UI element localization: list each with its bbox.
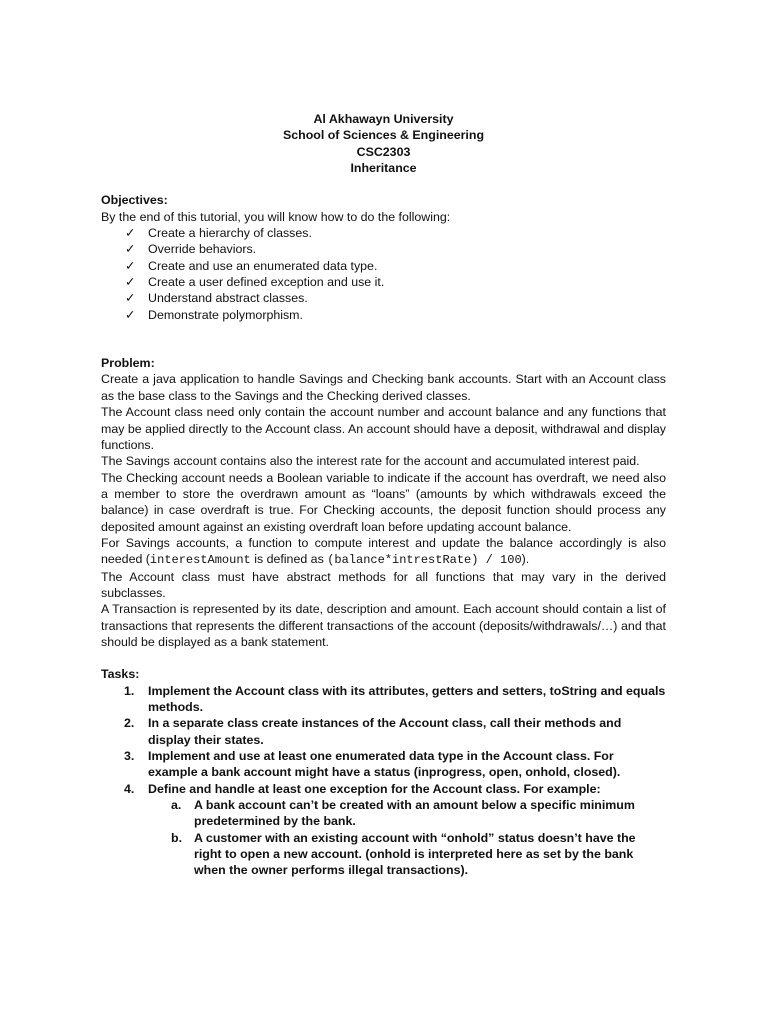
task-text: Implement and use at least one enumerated data type in the Account class. For example a bank account might have a status (inprogress, open, onhold, closed). [148,749,621,780]
objectives-intro: By the end of this tutorial, you will know how to do the following: [101,209,451,224]
task-subitem [148,830,666,879]
checkmark-icon: ✓ [125,275,136,290]
code-interest-amount: interestAmount [149,553,251,568]
document-page [101,111,666,879]
problem-heading: Problem: [101,356,155,371]
subitem-text: A bank account can’t be created with an amount below a specific minimum predetermined by the bank. [194,798,635,829]
objective-item [101,258,666,274]
course-code: CSC2303 [356,144,411,159]
task-text: Implement the Account class with its attributes, getters and setters, toString and equals methods. [148,683,666,714]
task-item [101,781,666,879]
checkmark-icon: ✓ [125,226,136,241]
subitem-letter: b. [171,830,183,845]
objective-item [101,290,666,306]
subitem-text: A customer with an existing account with “onhold” status doesn’t have the right to open a new account. (onhold is interpreted here as set by the bank when the owner performs illegal transactions). [194,830,636,878]
problem-text: ). [521,552,530,567]
problem-paragraph: The Checking account needs a Boolean variable to indicate if the account has overdraft, we need also a member to store the overdrawn amount as “loans” (amounts by which withdrawals exceed the balance) in case overdraft is true. For Checking accounts, the deposit function should process any deposited amount against an existing overdraft loan before updating account balance. [101,470,666,534]
tasks-heading: Tasks: [101,667,140,682]
checkmark-icon: ✓ [125,242,136,257]
task-text: Define and handle at least one exception for the Account class. For example: [148,781,601,796]
task-number: 2. [124,716,135,731]
objective-text: Understand abstract classes. [148,291,308,306]
problem-paragraph: The Account class must have abstract methods for all functions that may vary in the derived subclasses. [101,569,666,600]
problem-text: is defined as [250,552,328,567]
document-header [101,111,666,176]
objective-item [101,274,666,290]
objective-item [101,241,666,257]
task-item [101,748,666,781]
objective-text: Create a user defined exception and use it. [148,275,385,290]
task-subitem [148,797,666,830]
task-number: 4. [124,781,135,796]
objective-text: Create a hierarchy of classes. [148,226,312,241]
problem-text: For Savings accounts, a function to compute interest and update the balance accordingly is also needed ( [101,535,666,567]
objective-item [101,307,666,323]
checkmark-icon: ✓ [125,258,136,273]
problem-paragraph: A Transaction is represented by its date, description and amount. Each account should contain a list of transactions that represents the different transactions of the account (deposits/withdrawals/…) and that should be displayed as a bank statement. [101,602,666,649]
objective-item [101,225,666,241]
university-name: Al Akhawayn University [313,112,454,126]
task-subitems [148,797,666,879]
objective-text: Override behaviors. [148,242,257,257]
objective-text: Create and use an enumerated data type. [148,258,378,273]
problem-paragraph: Create a java application to handle Savings and Checking bank accounts. Start with an Account class as the base class to the Savings and the Checking derived classes. [101,372,666,403]
task-text: In a separate class create instances of the Account class, call their methods and display their states. [148,716,622,747]
checkmark-icon: ✓ [125,307,136,322]
school-name: School of Sciences & Engineering [282,128,485,143]
objective-text: Demonstrate polymorphism. [148,307,303,322]
code-interest-formula: (balance*intrestRate) / 100 [327,553,522,568]
objectives-heading: Objectives: [101,193,168,208]
task-item [101,715,666,748]
subitem-letter: a. [171,798,182,813]
tasks-list [101,683,666,879]
document-topic: Inheritance [350,161,417,176]
task-number: 1. [124,683,135,698]
task-number: 3. [124,749,135,764]
problem-paragraph: The Savings account contains also the interest rate for the account and accumulated interest paid. [101,454,640,469]
checkmark-icon: ✓ [125,291,136,306]
problem-paragraph [101,535,666,569]
task-item [101,683,666,716]
objectives-list [101,225,666,323]
problem-paragraph: The Account class need only contain the account number and account balance and any functions that may be applied directly to the Account class. An account should have a deposit, withdrawal and display functions. [101,405,666,452]
